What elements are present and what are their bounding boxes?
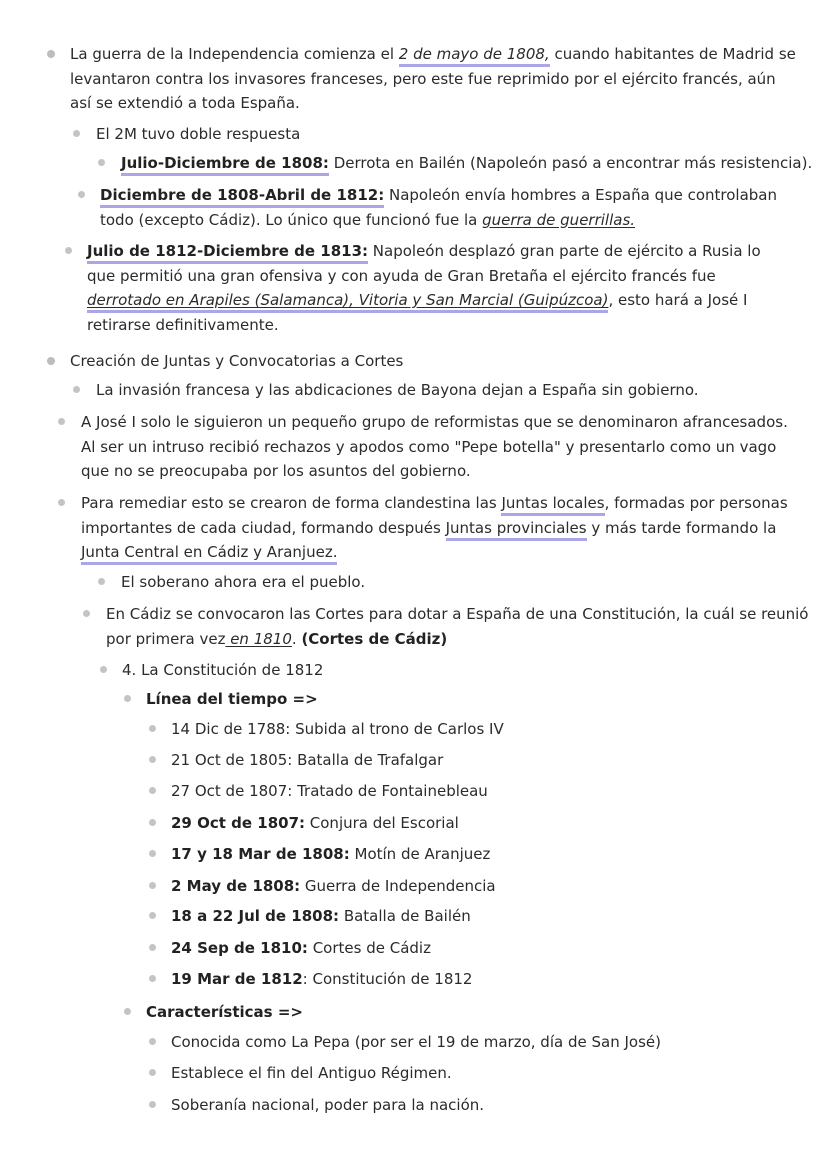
text: , esto hará a José I retirarse definitivamente. (87, 291, 748, 334)
bullet-icon (149, 912, 156, 919)
junta-central-highlight: Junta Central en Cádiz y Aranjuez. (81, 543, 337, 565)
timeline-item: 17 y 18 Mar de 1808: Motín de Aranjuez (171, 845, 491, 863)
bullet-juntas (81, 491, 793, 565)
text: . (291, 629, 302, 648)
text: cuando habitantes de Madrid se levantaron contra los invasores franceses, pero este fue reprimido por el ejército francés, aún así se extendió a toda España. (70, 45, 796, 112)
bullet-diciembre-1808-abril-1812 (100, 183, 790, 232)
bullet-independence-war (70, 42, 800, 116)
bullet-icon (149, 1038, 156, 1045)
bold-text: (Cortes de Cádiz) (301, 629, 448, 648)
timeline-item: 29 Oct de 1807: Conjura del Escorial (171, 814, 459, 832)
timeline-item: 24 Sep de 1810: Cortes de Cádiz (171, 939, 431, 957)
bullet-icon (73, 386, 80, 393)
timeline-item: 27 Oct de 1807: Tratado de Fontainebleau (171, 782, 488, 800)
bullet-icon (149, 1101, 156, 1108)
bullet-icon (98, 159, 105, 166)
bullet-icon (65, 247, 72, 254)
juntas-provinciales-highlight: Juntas provinciales (446, 519, 587, 541)
heading-text: Características => (146, 1003, 303, 1021)
text: En Cádiz se convocaron las Cortes para dotar a España de una Constitución, la cuál se reunió por primera vez (106, 605, 809, 648)
text: La guerra de la Independencia comienza el (70, 45, 399, 63)
bullet-icon (98, 578, 105, 585)
bullet-icon (149, 975, 156, 982)
bullet-icon (124, 695, 131, 702)
bullet-icon (149, 725, 156, 732)
bullet-icon (100, 666, 107, 673)
text: Para remediar esto se crearon de forma clandestina las (81, 494, 502, 512)
feature-item: Establece el fin del Antiguo Régimen. (171, 1064, 452, 1082)
bullet-julio-diciembre-1808 (121, 151, 821, 176)
date-highlight: 2 de mayo de 1808, (399, 45, 550, 67)
timeline-item: 21 Oct de 1805: Batalla de Trafalgar (171, 751, 444, 769)
bullet-julio-1812-diciembre-1813 (87, 239, 792, 337)
bullet-icon (124, 1008, 131, 1015)
text: Napoleón envía hombres a España que controlaban todo (excepto Cádiz). Lo único que funcionó fue la (100, 186, 778, 229)
bullet-icon (73, 130, 80, 137)
bullet-icon (58, 499, 65, 506)
bullet-icon (78, 191, 85, 198)
underlined-date: en 1810 (225, 629, 292, 648)
text: y más tarde formando la (586, 518, 777, 537)
bullet-icon (149, 787, 156, 794)
bullet-icon (149, 944, 156, 951)
bullet-icon (149, 850, 156, 857)
bullet-icon (83, 610, 90, 617)
bullet-icon (149, 819, 156, 826)
text: , formadas por personas importantes de cada ciudad, formando después (81, 494, 788, 537)
timeline-item: 2 May de 1808: Guerra de Independencia (171, 877, 496, 895)
bullet-icon (47, 50, 55, 58)
bullet-2m-response: El 2M tuvo doble respuesta (96, 125, 301, 143)
period-label: Julio-Diciembre de 1808: (121, 154, 329, 176)
text: Derrota en Bailén (Napoleón pasó a encontrar más resistencia). (328, 154, 813, 172)
timeline-item: 19 Mar de 1812: Constitución de 1812 (171, 970, 473, 988)
bullet-cortes-cadiz (106, 602, 816, 651)
bullet-jose-i: A José I solo le siguieron un pequeño grupo de reformistas que se denominaron afrancesados. Al ser un intruso recibió rechazos y apodos como "Pepe botella" y presentarlo como un vago que no se preocupaba por los asuntos del gobierno. (81, 413, 788, 480)
bullet-icon (149, 1069, 156, 1076)
juntas-locales-highlight: Juntas locales (501, 494, 604, 516)
period-label: Julio de 1812-Diciembre de 1813: (87, 242, 368, 264)
bullet-constitucion-1812: 4. La Constitución de 1812 (122, 661, 324, 679)
timeline-item: 18 a 22 Jul de 1808: Batalla de Bailén (171, 907, 471, 925)
bullet-invasion-francesa: La invasión francesa y las abdicaciones de Bayona dejan a España sin gobierno. (96, 381, 699, 399)
text: Napoleón desplazó gran parte de ejército a Rusia lo que permitió una gran ofensiva y con ayuda de Gran Bretaña el ejército francés fue (87, 242, 761, 285)
timeline-item: 14 Dic de 1788: Subida al trono de Carlos IV (171, 720, 504, 738)
feature-item: Conocida como La Pepa (por ser el 19 de marzo, día de San José) (171, 1033, 661, 1051)
features-heading (146, 1000, 746, 1025)
bullet-icon (58, 418, 65, 425)
bullet-icon (47, 357, 55, 365)
underlined-text: guerra de guerrillas. (482, 210, 636, 229)
underlined-text: derrotado en Arapiles (Salamanca), Vitoria y San Marcial (Guipúzcoa) (87, 291, 608, 313)
timeline-heading (146, 687, 746, 712)
bullet-icon (149, 756, 156, 763)
bullet-juntas-cortes: Creación de Juntas y Convocatorias a Cortes (70, 352, 404, 370)
feature-item: Soberanía nacional, poder para la nación. (171, 1096, 485, 1114)
period-label: Diciembre de 1808-Abril de 1812: (100, 186, 384, 208)
heading-text: Línea del tiempo => (146, 690, 318, 708)
bullet-soberano: El soberano ahora era el pueblo. (121, 573, 366, 591)
bullet-icon (149, 882, 156, 889)
